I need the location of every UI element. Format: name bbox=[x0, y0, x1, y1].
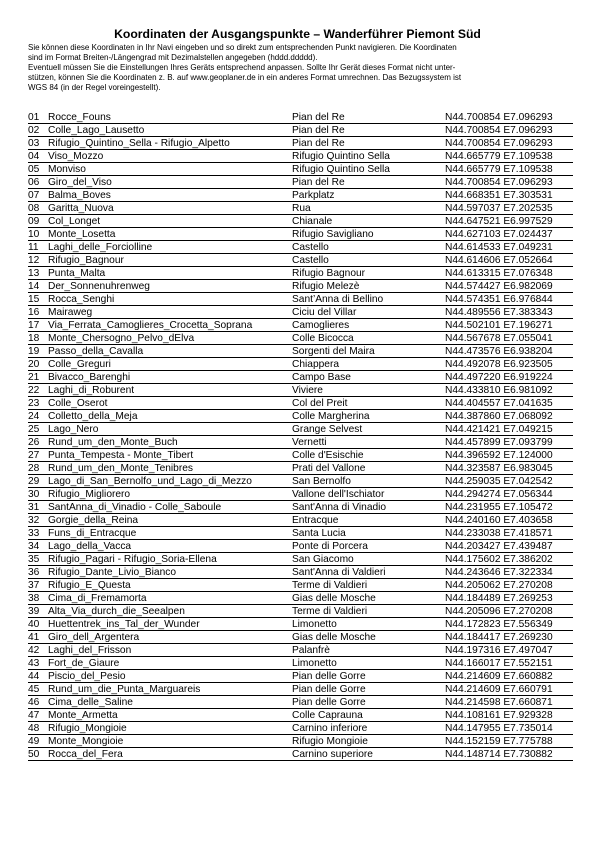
coordinate-row bbox=[28, 709, 573, 722]
intro-line: Eventuell müssen Sie die Einstellungen Ihres Geräts entsprechend anpassen. Sollte Ihr Gerät dieses Format nicht unter- bbox=[28, 63, 456, 72]
gps-coordinates: N44.665779 E7.109538 bbox=[445, 151, 553, 162]
coordinate-row bbox=[28, 618, 573, 631]
gps-coordinates: N44.231955 E7.105472 bbox=[445, 502, 553, 513]
start-point: Vallone dell'Ischiator bbox=[292, 489, 385, 500]
route-name: Monviso bbox=[48, 164, 86, 175]
start-point: Limonetto bbox=[292, 619, 337, 630]
start-point: Carnino inferiore bbox=[292, 723, 368, 734]
start-point: Sorgenti del Maira bbox=[292, 346, 375, 357]
coordinate-row bbox=[28, 449, 573, 462]
gps-coordinates: N44.614606 E7.052664 bbox=[445, 255, 553, 266]
row-number: 36 bbox=[28, 567, 40, 578]
route-name: Cima_delle_Saline bbox=[48, 697, 133, 708]
gps-coordinates: N44.175602 E7.386202 bbox=[445, 554, 553, 565]
start-point: Rifugio Savigliano bbox=[292, 229, 374, 240]
start-point: Limonetto bbox=[292, 658, 337, 669]
row-number: 19 bbox=[28, 346, 40, 357]
gps-coordinates: N44.647521 E6.997529 bbox=[445, 216, 553, 227]
gps-coordinates: N44.404557 E7.041635 bbox=[445, 398, 553, 409]
route-name: Rund_um_die_Punta_Marguareis bbox=[48, 684, 201, 695]
start-point: Castello bbox=[292, 242, 329, 253]
row-number: 21 bbox=[28, 372, 40, 383]
start-point: Rifugio Bagnour bbox=[292, 268, 366, 279]
gps-coordinates: N44.243646 E7.322334 bbox=[445, 567, 553, 578]
start-point: Campo Base bbox=[292, 372, 351, 383]
gps-coordinates: N44.197316 E7.497047 bbox=[445, 645, 553, 656]
route-name: Gorgie_della_Reina bbox=[48, 515, 139, 526]
route-name: Garitta_Nuova bbox=[48, 203, 114, 214]
gps-coordinates: N44.152159 E7.775788 bbox=[445, 736, 553, 747]
start-point: Col del Preit bbox=[292, 398, 348, 409]
start-point: Colle Caprauna bbox=[292, 710, 363, 721]
row-number: 29 bbox=[28, 476, 40, 487]
coordinate-row bbox=[28, 358, 573, 371]
gps-coordinates: N44.294274 E7.056344 bbox=[445, 489, 553, 500]
start-point: Entracque bbox=[292, 515, 339, 526]
row-number: 39 bbox=[28, 606, 40, 617]
coordinate-row bbox=[28, 215, 573, 228]
coordinate-row bbox=[28, 722, 573, 735]
coordinate-row bbox=[28, 696, 573, 709]
gps-coordinates: N44.567678 E7.055041 bbox=[445, 333, 553, 344]
route-name: SantAnna_di_Vinadio - Colle_Saboule bbox=[48, 502, 222, 513]
coordinate-row bbox=[28, 306, 573, 319]
route-name: Der_Sonnenuhrenweg bbox=[48, 281, 150, 292]
gps-coordinates: N44.148714 E7.730882 bbox=[445, 749, 553, 760]
start-point: San Giacomo bbox=[292, 554, 354, 565]
intro-line: WGS 84 (in der Regel voreingestellt). bbox=[28, 83, 161, 92]
coordinate-row bbox=[28, 436, 573, 449]
gps-coordinates: N44.108161 E7.929328 bbox=[445, 710, 553, 721]
route-name: Piscio_del_Pesio bbox=[48, 671, 126, 682]
gps-coordinates: N44.574427 E6.982069 bbox=[445, 281, 553, 292]
row-number: 13 bbox=[28, 268, 40, 279]
row-number: 17 bbox=[28, 320, 40, 331]
route-name: Laghi_delle_Forciolline bbox=[48, 242, 153, 253]
coordinate-row bbox=[28, 657, 573, 670]
start-point: Sant'Anna di Valdieri bbox=[292, 567, 386, 578]
route-name: Rifugio_Pagari - Rifugio_Soria-Ellena bbox=[48, 554, 217, 565]
row-number: 38 bbox=[28, 593, 40, 604]
gps-coordinates: N44.166017 E7.552151 bbox=[445, 658, 553, 669]
route-name: Lago_di_San_Bernolfo_und_Lago_di_Mezzo bbox=[48, 476, 252, 487]
route-name: Colle_Lago_Lausetto bbox=[48, 125, 145, 136]
start-point: Colle Bicocca bbox=[292, 333, 354, 344]
start-point: Pian del Re bbox=[292, 138, 345, 149]
start-point: Colle d'Esischie bbox=[292, 450, 364, 461]
route-name: Rifugio_Mongioie bbox=[48, 723, 127, 734]
row-number: 03 bbox=[28, 138, 40, 149]
coordinate-row bbox=[28, 189, 573, 202]
coordinate-row bbox=[28, 293, 573, 306]
route-name: Rifugio_Migliorero bbox=[48, 489, 131, 500]
row-number: 14 bbox=[28, 281, 40, 292]
coordinate-row bbox=[28, 670, 573, 683]
gps-coordinates: N44.489556 E7.383343 bbox=[445, 307, 553, 318]
start-point: Sant’Anna di Bellino bbox=[292, 294, 384, 305]
row-number: 22 bbox=[28, 385, 40, 396]
coordinate-row bbox=[28, 514, 573, 527]
gps-coordinates: N44.574351 E6.976844 bbox=[445, 294, 553, 305]
route-name: Monte_Armetta bbox=[48, 710, 118, 721]
gps-coordinates: N44.323587 E6.983045 bbox=[445, 463, 553, 474]
row-number: 40 bbox=[28, 619, 40, 630]
intro-line: stützen, können Sie die Koordinaten z. B. auf www.geoplaner.de in ein anderes Format umrechnen. Das Bezugssystem ist bbox=[28, 73, 462, 82]
row-number: 01 bbox=[28, 112, 40, 123]
row-number: 50 bbox=[28, 749, 40, 760]
row-number: 32 bbox=[28, 515, 40, 526]
gps-coordinates: N44.259035 E7.042542 bbox=[445, 476, 553, 487]
coordinate-row bbox=[28, 150, 573, 163]
gps-coordinates: N44.614533 E7.049231 bbox=[445, 242, 553, 253]
start-point: Parkplatz bbox=[292, 190, 335, 201]
coordinate-row bbox=[28, 241, 573, 254]
gps-coordinates: N44.184417 E7.269230 bbox=[445, 632, 553, 643]
route-name: Punta_Malta bbox=[48, 268, 106, 279]
route-name: Fort_de_Giaure bbox=[48, 658, 120, 669]
row-number: 07 bbox=[28, 190, 40, 201]
start-point: Pian delle Gorre bbox=[292, 684, 366, 695]
gps-coordinates: N44.497220 E6.919224 bbox=[445, 372, 553, 383]
route-name: Alta_Via_durch_die_Seealpen bbox=[48, 606, 185, 617]
gps-coordinates: N44.473576 E6.938204 bbox=[445, 346, 553, 357]
route-name: Rifugio_E_Questa bbox=[48, 580, 131, 591]
row-number: 15 bbox=[28, 294, 40, 305]
route-name: Giro_dell_Argentera bbox=[48, 632, 140, 643]
route-name: Colletto_della_Meja bbox=[48, 411, 138, 422]
route-name: Monte_Mongioie bbox=[48, 736, 124, 747]
gps-coordinates: N44.433810 E6.981092 bbox=[445, 385, 553, 396]
gps-coordinates: N44.147955 E7.735014 bbox=[445, 723, 553, 734]
row-number: 35 bbox=[28, 554, 40, 565]
gps-coordinates: N44.214609 E7.660791 bbox=[445, 684, 553, 695]
start-point: Ciciu del Villar bbox=[292, 307, 357, 318]
row-number: 33 bbox=[28, 528, 40, 539]
row-number: 27 bbox=[28, 450, 40, 461]
start-point: Ponte di Porcera bbox=[292, 541, 368, 552]
row-number: 42 bbox=[28, 645, 40, 656]
gps-coordinates: N44.233038 E7.418571 bbox=[445, 528, 553, 539]
coordinate-row bbox=[28, 267, 573, 280]
gps-coordinates: N44.203427 E7.439487 bbox=[445, 541, 553, 552]
row-number: 10 bbox=[28, 229, 40, 240]
start-point: Pian del Re bbox=[292, 112, 345, 123]
coordinate-row bbox=[28, 371, 573, 384]
intro-text bbox=[28, 43, 573, 93]
gps-coordinates: N44.457899 E7.093799 bbox=[445, 437, 553, 448]
start-point: Camoglieres bbox=[292, 320, 350, 331]
coordinate-row bbox=[28, 644, 573, 657]
row-number: 43 bbox=[28, 658, 40, 669]
start-point: Carnino superiore bbox=[292, 749, 373, 760]
row-number: 26 bbox=[28, 437, 40, 448]
gps-coordinates: N44.627103 E7.024437 bbox=[445, 229, 553, 240]
start-point: Rifugio Mongioie bbox=[292, 736, 368, 747]
start-point: Terme di Valdieri bbox=[292, 606, 368, 617]
coordinate-row bbox=[28, 605, 573, 618]
row-number: 12 bbox=[28, 255, 40, 266]
row-number: 28 bbox=[28, 463, 40, 474]
coordinate-row bbox=[28, 631, 573, 644]
intro-line: sind im Format Breiten-/Längengrad mit Dezimalstellen angegeben (hddd.ddddd). bbox=[28, 53, 318, 62]
route-name: Giro_del_Viso bbox=[48, 177, 112, 188]
route-name: Rifugio_Bagnour bbox=[48, 255, 124, 266]
route-name: Lago_Nero bbox=[48, 424, 99, 435]
row-number: 18 bbox=[28, 333, 40, 344]
row-number: 09 bbox=[28, 216, 40, 227]
start-point: Chiappera bbox=[292, 359, 340, 370]
coordinate-row bbox=[28, 462, 573, 475]
row-number: 46 bbox=[28, 697, 40, 708]
coordinate-row bbox=[28, 124, 573, 137]
start-point: Vernetti bbox=[292, 437, 327, 448]
route-name: Huettentrek_ins_Tal_der_Wunder bbox=[48, 619, 200, 630]
route-name: Rocca_del_Fera bbox=[48, 749, 123, 760]
route-name: Monte_Chersogno_Pelvo_dElva bbox=[48, 333, 195, 344]
coordinate-row bbox=[28, 540, 573, 553]
coordinate-row bbox=[28, 566, 573, 579]
coordinate-row bbox=[28, 345, 573, 358]
page-title: Koordinaten der Ausgangspunkte – Wanderführer Piemont Süd bbox=[114, 27, 481, 41]
row-number: 06 bbox=[28, 177, 40, 188]
start-point: Rifugio Quintino Sella bbox=[292, 151, 390, 162]
row-number: 08 bbox=[28, 203, 40, 214]
start-point: Pian delle Gorre bbox=[292, 697, 366, 708]
row-number: 05 bbox=[28, 164, 40, 175]
coordinate-row bbox=[28, 527, 573, 540]
row-number: 49 bbox=[28, 736, 40, 747]
coordinate-row bbox=[28, 553, 573, 566]
route-name: Cima_di_Fremamorta bbox=[48, 593, 147, 604]
start-point: Chianale bbox=[292, 216, 333, 227]
intro-line: Sie können diese Koordinaten in Ihr Navi eingeben und so direkt zum entsprechenden Punkt navigieren. Die Koordinaten bbox=[28, 43, 457, 52]
coordinate-row bbox=[28, 475, 573, 488]
start-point: Pian del Re bbox=[292, 177, 345, 188]
row-number: 02 bbox=[28, 125, 40, 136]
gps-coordinates: N44.172823 E7.556349 bbox=[445, 619, 553, 630]
row-number: 11 bbox=[28, 242, 39, 253]
coordinate-row bbox=[28, 397, 573, 410]
row-number: 31 bbox=[28, 502, 40, 513]
route-name: Lago_della_Vacca bbox=[48, 541, 132, 552]
gps-coordinates: N44.597037 E7.202535 bbox=[445, 203, 553, 214]
route-name: Rifugio_Quintino_Sella - Rifugio_Alpetto bbox=[48, 138, 230, 149]
gps-coordinates: N44.665779 E7.109538 bbox=[445, 164, 553, 175]
route-name: Funs_di_Entracque bbox=[48, 528, 137, 539]
row-number: 34 bbox=[28, 541, 40, 552]
coordinate-row bbox=[28, 488, 573, 501]
route-name: Laghi_del_Frisson bbox=[48, 645, 132, 656]
coordinate-row bbox=[28, 748, 573, 761]
row-number: 41 bbox=[28, 632, 40, 643]
start-point: Pian delle Gorre bbox=[292, 671, 366, 682]
start-point: Rua bbox=[292, 203, 311, 214]
gps-coordinates: N44.184489 E7.269253 bbox=[445, 593, 553, 604]
gps-coordinates: N44.668351 E7.303531 bbox=[445, 190, 553, 201]
row-number: 04 bbox=[28, 151, 40, 162]
coordinate-row bbox=[28, 254, 573, 267]
coordinate-row bbox=[28, 384, 573, 397]
route-name: Via_Ferrata_Camoglieres_Crocetta_Soprana bbox=[48, 320, 253, 331]
row-number: 47 bbox=[28, 710, 40, 721]
gps-coordinates: N44.700854 E7.096293 bbox=[445, 177, 553, 188]
coordinate-row bbox=[28, 423, 573, 436]
gps-coordinates: N44.421421 E7.049215 bbox=[445, 424, 553, 435]
route-name: Mairaweg bbox=[48, 307, 93, 318]
route-name: Rund_um_den_Monte_Buch bbox=[48, 437, 178, 448]
coordinate-row bbox=[28, 332, 573, 345]
route-name: Bivacco_Barenghi bbox=[48, 372, 131, 383]
route-name: Monte_Losetta bbox=[48, 229, 116, 240]
coordinate-row bbox=[28, 202, 573, 215]
gps-coordinates: N44.492078 E6.923505 bbox=[445, 359, 553, 370]
gps-coordinates: N44.700854 E7.096293 bbox=[445, 138, 553, 149]
gps-coordinates: N44.214598 E7.660871 bbox=[445, 697, 553, 708]
coordinate-list bbox=[28, 111, 573, 761]
coordinate-row bbox=[28, 111, 573, 124]
start-point: Sant'Anna di Vinadio bbox=[292, 502, 387, 513]
start-point: Prati del Vallone bbox=[292, 463, 366, 474]
route-name: Rocca_Senghi bbox=[48, 294, 115, 305]
route-name: Colle_Greguri bbox=[48, 359, 111, 370]
coordinate-row bbox=[28, 176, 573, 189]
row-number: 25 bbox=[28, 424, 40, 435]
start-point: Viviere bbox=[292, 385, 323, 396]
coordinate-row bbox=[28, 683, 573, 696]
coordinate-row bbox=[28, 501, 573, 514]
route-name: Balma_Boves bbox=[48, 190, 111, 201]
start-point: Grange Selvest bbox=[292, 424, 363, 435]
gps-coordinates: N44.205096 E7.270208 bbox=[445, 606, 553, 617]
row-number: 30 bbox=[28, 489, 40, 500]
start-point: Gias delle Mosche bbox=[292, 632, 376, 643]
gps-coordinates: N44.205062 E7.270208 bbox=[445, 580, 553, 591]
row-number: 20 bbox=[28, 359, 40, 370]
start-point: Rifugio Melezè bbox=[292, 281, 360, 292]
route-name: Viso_Mozzo bbox=[48, 151, 104, 162]
start-point: Rifugio Quintino Sella bbox=[292, 164, 390, 175]
row-number: 48 bbox=[28, 723, 40, 734]
coordinate-row bbox=[28, 735, 573, 748]
route-name: Laghi_di_Roburent bbox=[48, 385, 135, 396]
start-point: San Bernolfo bbox=[292, 476, 351, 487]
coordinate-row bbox=[28, 592, 573, 605]
coordinate-row bbox=[28, 137, 573, 150]
start-point: Palanfrè bbox=[292, 645, 330, 656]
coordinate-row bbox=[28, 410, 573, 423]
coordinate-row bbox=[28, 163, 573, 176]
route-name: Rocce_Founs bbox=[48, 112, 111, 123]
route-name: Passo_della_Cavalla bbox=[48, 346, 144, 357]
coordinate-row bbox=[28, 579, 573, 592]
row-number: 23 bbox=[28, 398, 40, 409]
route-name: Col_Longet bbox=[48, 216, 101, 227]
gps-coordinates: N44.387860 E7.068092 bbox=[445, 411, 553, 422]
gps-coordinates: N44.613315 E7.076348 bbox=[445, 268, 553, 279]
gps-coordinates: N44.700854 E7.096293 bbox=[445, 112, 553, 123]
start-point: Castello bbox=[292, 255, 329, 266]
coordinate-row bbox=[28, 280, 573, 293]
row-number: 45 bbox=[28, 684, 40, 695]
coordinate-row bbox=[28, 319, 573, 332]
gps-coordinates: N44.396592 E7.124000 bbox=[445, 450, 553, 461]
route-name: Colle_Oserot bbox=[48, 398, 108, 409]
gps-coordinates: N44.214609 E7.660882 bbox=[445, 671, 553, 682]
row-number: 16 bbox=[28, 307, 40, 318]
start-point: Gias delle Mosche bbox=[292, 593, 376, 604]
row-number: 37 bbox=[28, 580, 40, 591]
route-name: Rund_um_den_Monte_Tenibres bbox=[48, 463, 193, 474]
gps-coordinates: N44.502101 E7.196271 bbox=[445, 320, 553, 331]
start-point: Colle Margherina bbox=[292, 411, 370, 422]
row-number: 24 bbox=[28, 411, 40, 422]
row-number: 44 bbox=[28, 671, 40, 682]
gps-coordinates: N44.700854 E7.096293 bbox=[445, 125, 553, 136]
gps-coordinates: N44.240160 E7.403658 bbox=[445, 515, 553, 526]
route-name: Punta_Tempesta - Monte_Tibert bbox=[48, 450, 194, 461]
route-name: Rifugio_Dante_Livio_Bianco bbox=[48, 567, 176, 578]
start-point: Pian del Re bbox=[292, 125, 345, 136]
start-point: Terme di Valdieri bbox=[292, 580, 368, 591]
start-point: Santa Lucia bbox=[292, 528, 346, 539]
coordinate-row bbox=[28, 228, 573, 241]
